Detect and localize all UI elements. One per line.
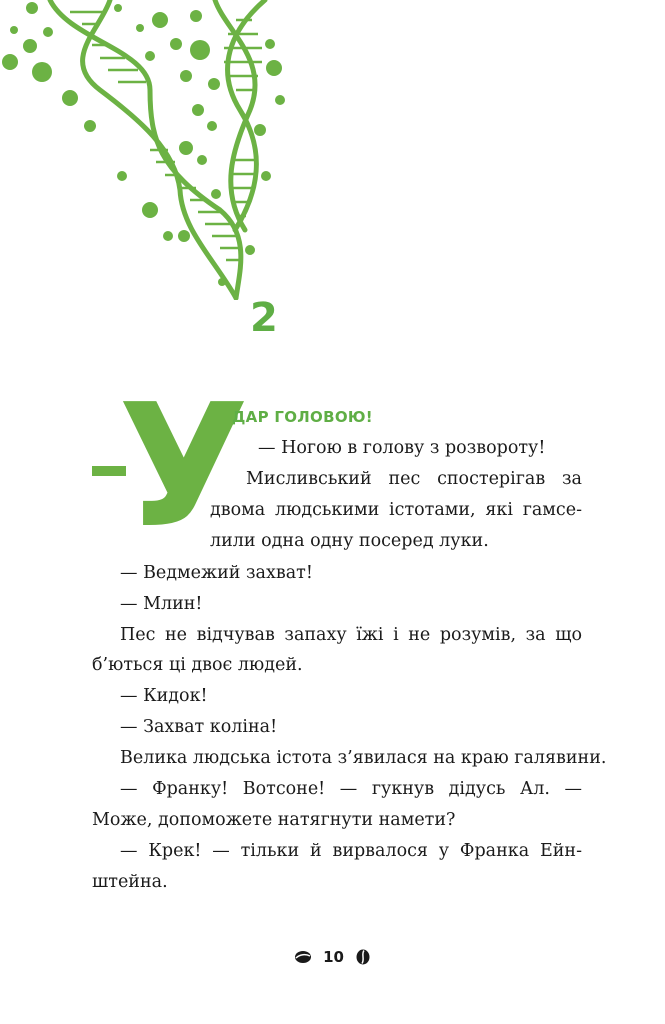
text-line: лили одна одну посеред луки. (210, 531, 489, 551)
lead-in-caps: ДАР ГОЛОВОЮ! (232, 408, 373, 426)
text-line: Мисливський пес спостерігав за (246, 469, 582, 489)
chapter-number: 2 (250, 295, 278, 341)
bean-icon (355, 949, 371, 965)
text-line: Може, допоможете натягнути намети? (92, 810, 456, 830)
text-line: — Кидок! (120, 686, 208, 706)
seed-icon (294, 950, 312, 964)
drop-cap: У (118, 368, 244, 566)
text-line: Пес не відчував запаху їжі і не розумів, за що (120, 625, 582, 645)
dna-helix-illustration (0, 0, 300, 300)
page-footer (0, 947, 665, 966)
text-line: штейна. (92, 872, 168, 892)
text-line: — Ногою в голову з розвороту! (258, 438, 546, 458)
text-line: — Крек! — тільки й вирвалося у Франка Ейн- (120, 841, 582, 861)
text-line: — Млин! (120, 594, 203, 614)
text-line: — Захват коліна! (120, 717, 278, 737)
text-line: — Ведмежий захват! (120, 563, 313, 583)
text-line: — Франку! Вотсоне! — гукнув дідусь Ал. — (120, 779, 582, 799)
text-line: двома людськими істотами, які гамсе- (210, 500, 582, 520)
text-line: Велика людська істота з’явилася на краю галявини. (120, 748, 607, 768)
text-line: б’ються ці двоє людей. (92, 655, 303, 675)
page-number: 10 (323, 947, 344, 966)
